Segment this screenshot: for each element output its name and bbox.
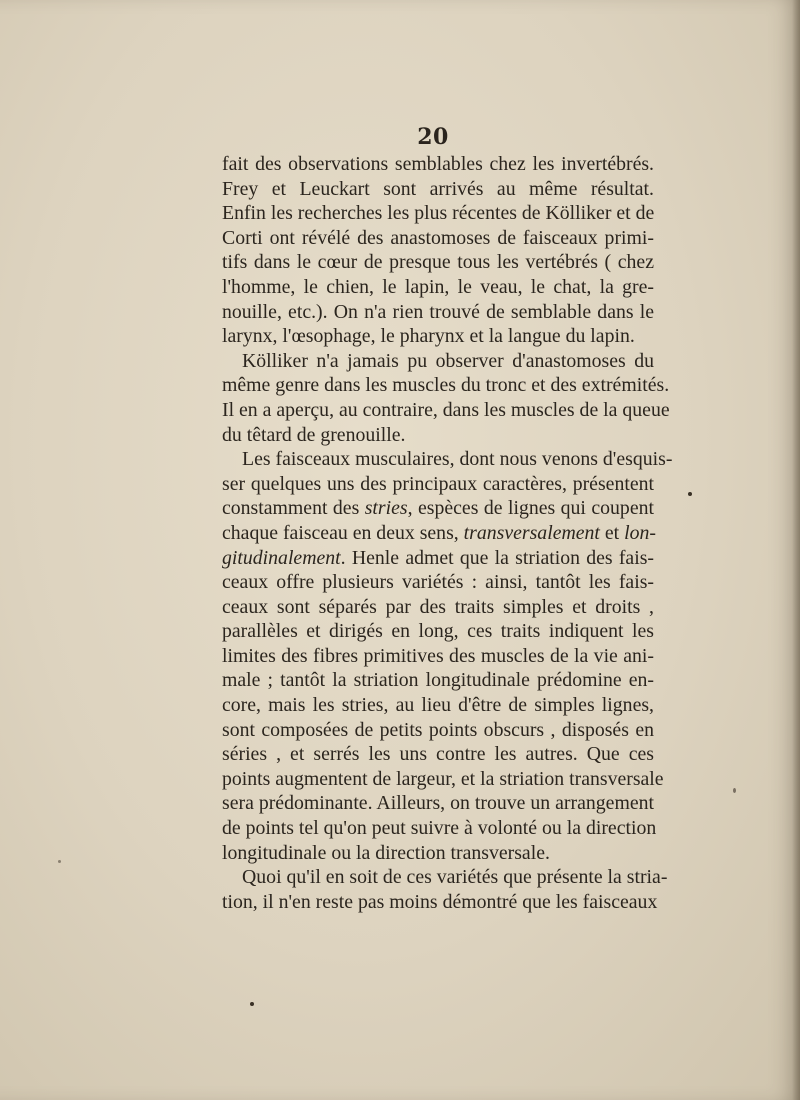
text-segment: longitudinale ou la direction transversale. xyxy=(222,841,550,864)
text-line xyxy=(222,521,654,546)
text-line xyxy=(222,398,670,423)
text-segment: chaque faisceau en deux sens, xyxy=(222,521,464,544)
text-segment: constamment des xyxy=(222,497,365,520)
text-segment: séries , et serrés les uns contre les autres. Que ces xyxy=(222,743,654,766)
text-segment: tifs dans le cœur de presque tous les vertébrés ( chez xyxy=(222,251,654,274)
text-line xyxy=(222,423,654,448)
page-edge-shadow xyxy=(792,0,800,1100)
page-number: 20 xyxy=(417,124,449,150)
text-line xyxy=(222,275,654,300)
ink-speck xyxy=(733,788,736,793)
text-segment: nouille, etc.). On n'a rien trouvé de semblable dans le xyxy=(222,300,654,323)
text-line xyxy=(222,644,654,669)
text-line xyxy=(222,324,654,349)
text-segment: ceaux offre plusieurs variétés : ainsi, tantôt les fais- xyxy=(222,571,654,594)
text-line xyxy=(222,472,654,497)
text-segment: même genre dans les muscles du tronc et des extrémités. xyxy=(222,374,670,397)
text-segment: de points tel qu'on peut suivre à volonté ou la direction xyxy=(222,817,657,840)
ink-speck xyxy=(250,1002,254,1006)
text-line xyxy=(222,546,654,571)
text-line xyxy=(222,152,654,177)
text-segment: sont composées de petits points obscurs , disposés en xyxy=(222,718,654,741)
text-line xyxy=(222,865,668,890)
text-line xyxy=(222,201,654,226)
ink-speck xyxy=(688,492,692,496)
text-line xyxy=(222,841,654,866)
text-segment: sera prédominante. Ailleurs, on trouve un arrangement xyxy=(222,792,654,815)
text-segment: . Henle admet que la striation des fais- xyxy=(340,546,654,569)
italic-term: lon- xyxy=(624,521,656,544)
text-line xyxy=(222,349,654,374)
ink-speck xyxy=(58,860,61,863)
text-segment: Les faisceaux musculaires, dont nous venons d'esquis- xyxy=(242,448,673,471)
text-line xyxy=(222,177,654,202)
text-line xyxy=(222,250,654,275)
text-segment: Corti ont révélé des anastomoses de faisceaux primi- xyxy=(222,226,654,249)
text-segment: l'homme, le chien, le lapin, le veau, le chat, la gre- xyxy=(222,275,654,298)
text-segment: fait des observations semblables chez les invertébrés. xyxy=(222,153,654,175)
text-line xyxy=(222,226,654,251)
text-line xyxy=(222,718,654,743)
text-segment: et xyxy=(599,521,625,544)
text-segment: core, mais les stries, au lieu d'être de simples lignes, xyxy=(222,694,654,717)
text-line xyxy=(222,619,654,644)
italic-term: transversalement xyxy=(463,521,600,544)
text-segment: Quoi qu'il en soit de ces variétés que présente la stria- xyxy=(242,866,668,889)
text-segment: Il en a aperçu, au contraire, dans les muscles de la queue xyxy=(222,398,670,421)
italic-term: stries xyxy=(364,497,408,520)
text-segment: tion, il n'en reste pas moins démontré que les faisceaux xyxy=(222,890,658,913)
text-line xyxy=(222,300,654,325)
text-segment: ceaux sont séparés par des traits simples et droits , xyxy=(222,595,654,618)
text-line xyxy=(222,496,654,521)
text-line xyxy=(222,767,664,792)
text-segment: Kölliker n'a jamais pu observer d'anastomoses du xyxy=(242,349,654,372)
text-line xyxy=(222,791,654,816)
text-segment: points augmentent de largeur, et la striation transversale xyxy=(222,767,664,790)
body-text xyxy=(222,152,673,914)
text-line xyxy=(222,447,673,472)
text-line xyxy=(222,742,654,767)
text-line xyxy=(222,693,654,718)
text-segment: larynx, l'œsophage, le pharynx et la langue du lapin. xyxy=(222,325,635,348)
text-segment: , espèces de lignes qui coupent xyxy=(407,497,654,520)
text-segment: male ; tantôt la striation longitudinale prédomine en- xyxy=(222,669,654,692)
text-line xyxy=(222,890,658,915)
text-line xyxy=(222,373,670,398)
text-segment: Frey et Leuckart sont arrivés au même résultat. xyxy=(222,177,654,200)
text-segment: Enfin les recherches les plus récentes de Kölliker et de xyxy=(222,202,655,225)
text-line xyxy=(222,570,654,595)
text-line xyxy=(222,816,657,841)
text-segment: du têtard de grenouille. xyxy=(222,423,406,446)
text-segment: limites des fibres primitives des muscles de la vie ani- xyxy=(222,644,654,667)
text-segment: parallèles et dirigés en long, ces traits indiquent les xyxy=(222,620,654,643)
text-segment: ser quelques uns des principaux caractères, présentent xyxy=(222,472,654,495)
italic-term: gitudinalement xyxy=(222,546,341,569)
text-line xyxy=(222,668,654,693)
text-line xyxy=(222,595,654,620)
